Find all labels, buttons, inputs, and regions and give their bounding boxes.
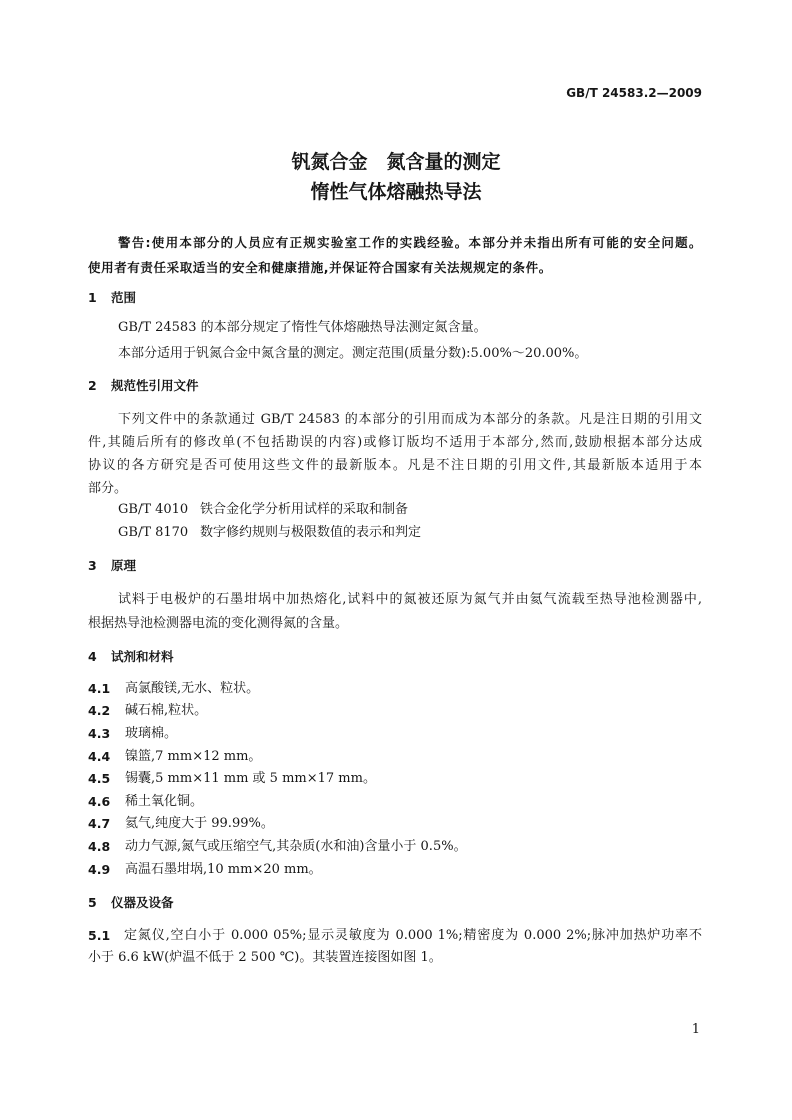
document-title-line-1: 钒氮合金 氮含量的测定 bbox=[291, 151, 501, 173]
item-number: 4.3 bbox=[88, 726, 111, 741]
item-text: 高温石墨坩埚,10 mm×20 mm。 bbox=[125, 862, 322, 877]
item-text: 碱石棉,粒状。 bbox=[125, 703, 208, 718]
paragraph-line: 本部分适用于钒氮合金中氮含量的测定。测定范围(质量分数):5.00%～20.00%。 bbox=[118, 346, 588, 361]
item-text: 动力气源,氮气或压缩空气,其杂质(水和油)含量小于 0.5%。 bbox=[125, 839, 467, 854]
section-title: 规范性引用文件 bbox=[111, 378, 199, 393]
item-text: 镍篮,7 mm×12 mm。 bbox=[125, 749, 262, 764]
paragraph-line: 部分。 bbox=[88, 481, 128, 496]
item-number: 4.5 bbox=[88, 771, 111, 786]
reference-title: 数字修约规则与极限数值的表示和判定 bbox=[200, 525, 422, 540]
document-title-line-2: 惰性气体熔融热导法 bbox=[310, 181, 482, 203]
item-number: 4.4 bbox=[88, 749, 111, 764]
item-text: 高氯酸镁,无水、粒状。 bbox=[125, 681, 260, 696]
paragraph-line: 试料于电极炉的石墨坩埚中加热熔化,试料中的氮被还原为氮气并由氦气流载至热导池检测器中, bbox=[118, 592, 702, 607]
item-text: 氦气,纯度大于 99.99%。 bbox=[125, 816, 274, 831]
item-number: 4.7 bbox=[88, 816, 111, 831]
section-title: 原理 bbox=[111, 558, 137, 573]
reference-title: 铁合金化学分析用试样的采取和制备 bbox=[200, 502, 409, 517]
warning-line: 使用者有责任采取适当的安全和健康措施,并保证符合国家有关法规规定的条件。 bbox=[88, 260, 552, 275]
paragraph-line: 件,其随后所有的修改单(不包括勘误的内容)或修订版均不适用于本部分,然而,鼓励根据本部分达成 bbox=[88, 435, 702, 450]
page-number: 1 bbox=[691, 1022, 700, 1037]
item-number: 4.9 bbox=[88, 862, 111, 877]
section-title: 试剂和材料 bbox=[111, 649, 174, 664]
paragraph-line: 下列文件中的条款通过 GB/T 24583 的本部分的引用而成为本部分的条款。凡是注日期的引用文 bbox=[118, 412, 702, 427]
item-text: 玻璃棉。 bbox=[125, 726, 178, 741]
item-text: 稀土氧化铜。 bbox=[125, 794, 204, 809]
paragraph-line: 协议的各方研究是否可使用这些文件的最新版本。凡是不注日期的引用文件,其最新版本适用于本 bbox=[88, 458, 702, 473]
paragraph-line: GB/T 24583 的本部分规定了惰性气体熔融热导法测定氮含量。 bbox=[118, 320, 487, 335]
section-number: 3 bbox=[88, 558, 97, 573]
item-text: 小于 6.6 kW(炉温不低于 2 500 ℃)。其装置连接图如图 1。 bbox=[88, 950, 442, 965]
section-heading-scope bbox=[88, 289, 136, 307]
section-title: 范围 bbox=[111, 290, 137, 305]
item-number: 4.1 bbox=[88, 681, 111, 696]
item-number: 4.2 bbox=[88, 703, 111, 718]
section-heading-reagents bbox=[88, 648, 174, 666]
section-number: 1 bbox=[88, 290, 97, 305]
item-number: 4.8 bbox=[88, 839, 111, 854]
section-heading-normative-references bbox=[88, 377, 199, 395]
reference-entry bbox=[118, 501, 408, 519]
item-text: 锡囊,5 mm×11 mm 或 5 mm×17 mm。 bbox=[125, 771, 376, 786]
section-number: 2 bbox=[88, 378, 97, 393]
section-number: 4 bbox=[88, 649, 97, 664]
paragraph-line: 根据热导池检测器电流的变化测得氮的含量。 bbox=[88, 616, 349, 631]
section-number: 5 bbox=[88, 895, 97, 910]
section-heading-principle bbox=[88, 557, 136, 575]
item-number: 4.6 bbox=[88, 794, 111, 809]
section-heading-apparatus bbox=[88, 894, 174, 912]
reference-code: GB/T 8170 bbox=[118, 525, 189, 540]
section-title: 仪器及设备 bbox=[111, 895, 174, 910]
item-text: 定氮仪,空白小于 0.000 05%;显示灵敏度为 0.000 1%;精密度为 0.000 2%;脉冲加热炉功率不 bbox=[124, 928, 702, 943]
warning-line: 警告:使用本部分的人员应有正规实验室工作的实践经验。本部分并未指出所有可能的安全问题。 bbox=[118, 235, 702, 250]
standard-code: GB/T 24583.2—2009 bbox=[566, 86, 702, 100]
reference-entry bbox=[118, 524, 421, 542]
item-number: 5.1 bbox=[88, 928, 111, 943]
reference-code: GB/T 4010 bbox=[118, 502, 189, 517]
